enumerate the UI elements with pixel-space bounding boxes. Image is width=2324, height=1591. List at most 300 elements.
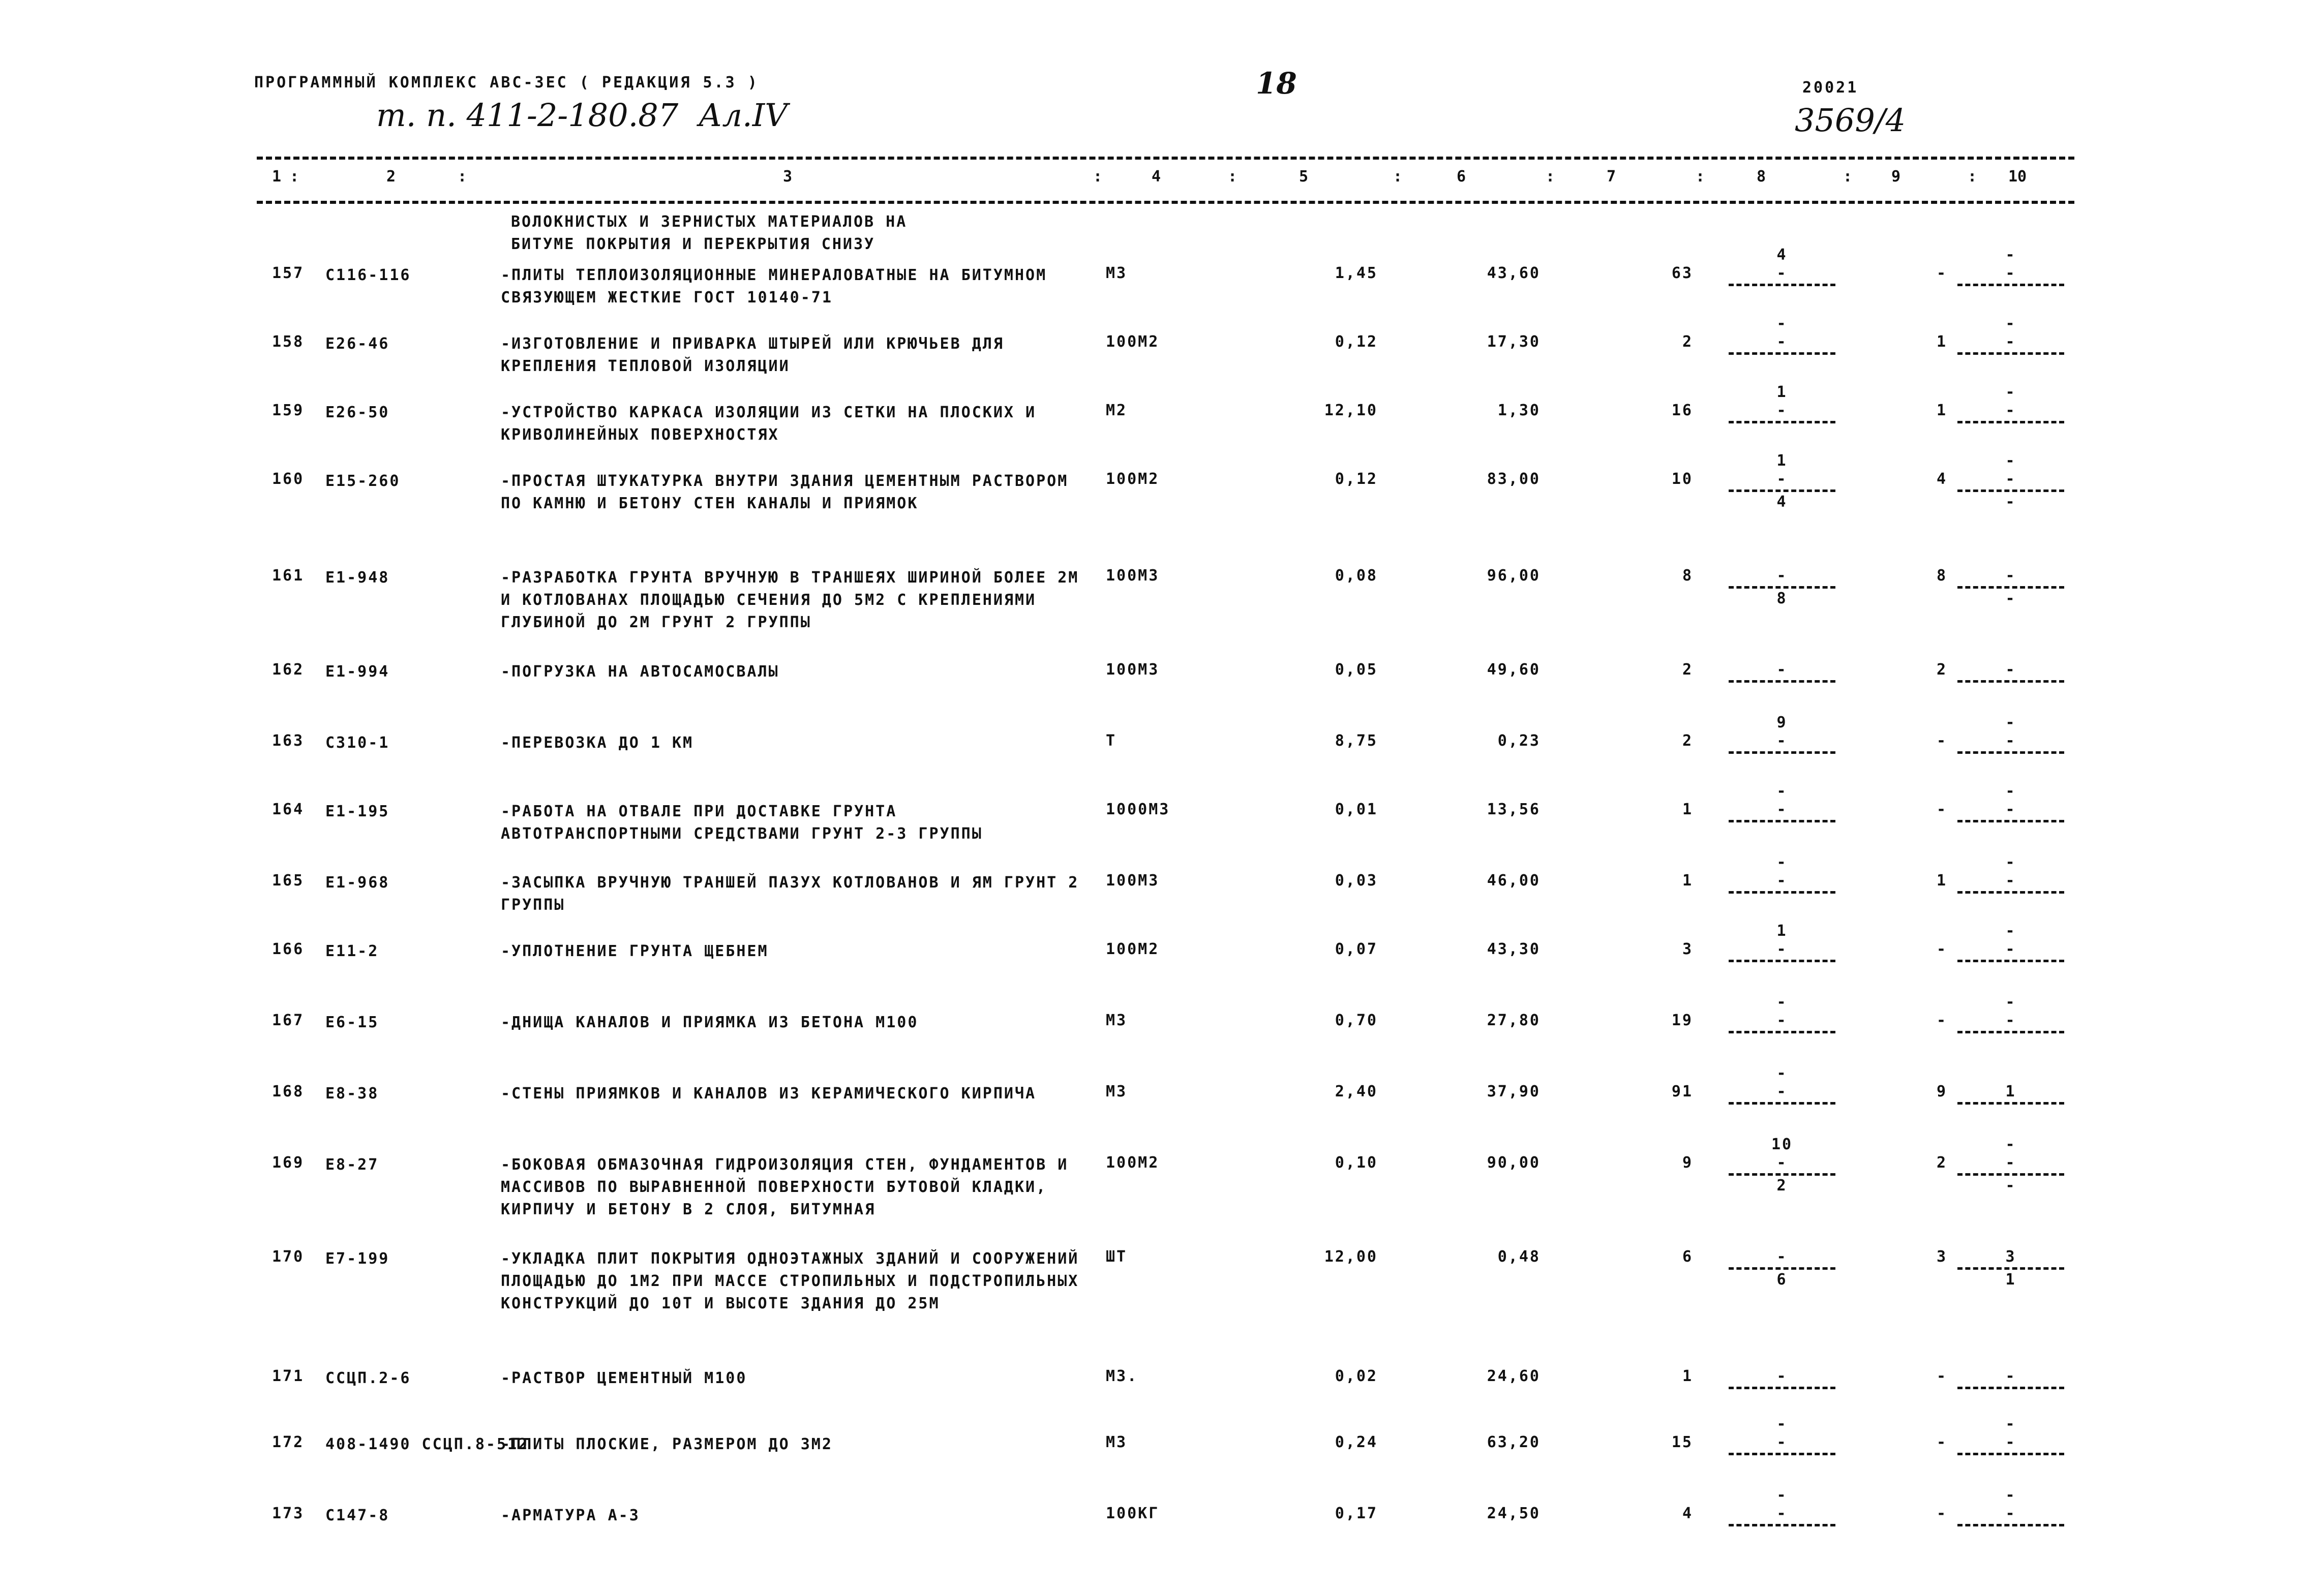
column-8-rule xyxy=(1729,586,1835,589)
column-10-rule xyxy=(1957,960,2064,962)
column-10 xyxy=(1952,383,2069,443)
column-10-value: - xyxy=(2005,1433,2016,1451)
column-10 xyxy=(1952,1349,2069,1409)
rate-code: Е8-38 xyxy=(325,1085,379,1103)
column-10-fraction xyxy=(1952,1064,2069,1124)
column-10-value: 3 xyxy=(2005,1248,2016,1266)
unit: М3 xyxy=(1106,1012,1128,1029)
column-8-top: 1 xyxy=(1776,452,1788,470)
column-header-10: 10 xyxy=(2008,168,2027,186)
column-10-bottom xyxy=(1952,895,2069,913)
column-10 xyxy=(1952,642,2069,702)
document-code: 20021 xyxy=(1802,79,1859,97)
column-8-rule xyxy=(1729,421,1835,423)
column-8-value: - xyxy=(1776,333,1788,351)
total-cost: 91 xyxy=(1671,1083,1693,1100)
column-8-value: - xyxy=(1776,732,1788,750)
column-10-value: - xyxy=(2005,264,2016,282)
column-10-bottom xyxy=(1952,963,2069,982)
column-8-top: - xyxy=(1776,853,1788,871)
intro-line: ВОЛОКНИСТЫХ И ЗЕРНИСТЫХ МАТЕРИАЛОВ НА xyxy=(511,213,908,231)
row-number: 157 xyxy=(272,264,305,282)
program-title: ПРОГРАММНЫЙ КОМПЛЕКС АВС-ЗЕС ( РЕДАКЦИЯ 5.3 ) xyxy=(254,74,759,91)
column-10-rule xyxy=(1957,284,2064,286)
column-8 xyxy=(1724,452,1840,511)
column-10-value: - xyxy=(2005,661,2016,679)
quantity: 0,12 xyxy=(1335,470,1378,488)
column-9: - xyxy=(1936,801,1947,818)
column-10-bottom: - xyxy=(2005,590,2016,607)
unit: 1000М3 xyxy=(1106,801,1170,818)
column-8-bottom xyxy=(1724,1456,1840,1475)
column-header-3: 3 xyxy=(783,168,793,186)
column-8 xyxy=(1724,1415,1840,1475)
total-cost: 16 xyxy=(1671,402,1693,419)
column-8-bottom xyxy=(1724,1527,1840,1546)
row-number: 173 xyxy=(272,1505,305,1522)
column-8-rule xyxy=(1729,1387,1835,1389)
unit: М3 xyxy=(1106,1433,1128,1451)
column-8-fraction xyxy=(1724,246,1840,305)
column-8-fraction xyxy=(1724,853,1840,913)
column-8 xyxy=(1724,1064,1840,1124)
column-9: 1 xyxy=(1936,402,1947,419)
quantity: 12,10 xyxy=(1324,402,1378,419)
column-10-top: - xyxy=(2005,452,2016,470)
column-10-bottom xyxy=(1952,424,2069,443)
column-10-top: - xyxy=(2005,922,2016,940)
unit: М2 xyxy=(1106,402,1128,419)
column-10-top: - xyxy=(2005,1415,2016,1433)
header-rule-top xyxy=(257,157,2074,160)
column-10-bottom xyxy=(1952,287,2069,305)
total-cost: 1 xyxy=(1682,1367,1693,1385)
unit: 100М2 xyxy=(1106,1154,1160,1172)
column-8 xyxy=(1724,1230,1840,1289)
column-8-top xyxy=(1724,1230,1840,1248)
column-10-fraction xyxy=(1952,452,2069,511)
rate-code: Е1-968 xyxy=(325,874,390,892)
column-8-value: - xyxy=(1776,1505,1788,1522)
row-number: 168 xyxy=(272,1083,305,1100)
unit: 100М2 xyxy=(1106,940,1160,958)
total-cost: 6 xyxy=(1682,1248,1693,1266)
project-designation: т. п. 411-2-180.87 Ал.IV xyxy=(376,97,788,134)
column-10-rule xyxy=(1957,1524,2064,1526)
column-8-value: - xyxy=(1776,1154,1788,1172)
column-10-fraction xyxy=(1952,714,2069,773)
column-8-value: - xyxy=(1776,1012,1788,1029)
total-cost: 4 xyxy=(1682,1505,1693,1522)
column-9: 2 xyxy=(1936,1154,1947,1172)
column-8 xyxy=(1724,714,1840,773)
column-10-rule xyxy=(1957,586,2064,589)
unit: 100М2 xyxy=(1106,333,1160,351)
column-10-fraction xyxy=(1952,642,2069,702)
column-10-bottom xyxy=(1952,356,2069,374)
column-10 xyxy=(1952,315,2069,374)
column-9: - xyxy=(1936,940,1947,958)
column-header-4: 4 xyxy=(1152,168,1161,186)
quantity: 0,24 xyxy=(1335,1433,1378,1451)
column-9: 3 xyxy=(1936,1248,1947,1266)
column-10-bottom xyxy=(1952,755,2069,773)
column-8-bottom xyxy=(1724,356,1840,374)
row-number: 170 xyxy=(272,1248,305,1266)
column-10 xyxy=(1952,1136,2069,1195)
quantity: 0,12 xyxy=(1335,333,1378,351)
column-10-value: - xyxy=(2005,333,2016,351)
quantity: 0,02 xyxy=(1335,1367,1378,1385)
column-8-fraction xyxy=(1724,1064,1840,1124)
column-8-value: - xyxy=(1776,1433,1788,1451)
column-8-fraction xyxy=(1724,714,1840,773)
work-description: -ИЗГОТОВЛЕНИЕ И ПРИВАРКА ШТЫРЕЙ ИЛИ КРЮЧЬЕВ ДЛЯ КРЕПЛЕНИЯ ТЕПЛОВОЙ ИЗОЛЯЦИИ xyxy=(501,335,1004,375)
row-number: 169 xyxy=(272,1154,305,1172)
column-8-top: 4 xyxy=(1776,246,1788,264)
work-description: -СТЕНЫ ПРИЯМКОВ И КАНАЛОВ ИЗ КЕРАМИЧЕСКОГО КИРПИЧА xyxy=(501,1085,1037,1103)
column-10-rule xyxy=(1957,1453,2064,1455)
unit-price: 63,20 xyxy=(1487,1433,1541,1451)
work-description: -ДНИЩА КАНАЛОВ И ПРИЯМКА ИЗ БЕТОНА М100 xyxy=(501,1014,919,1031)
work-description: -ПЛИТЫ ТЕПЛОИЗОЛЯЦИОННЫЕ МИНЕРАЛОВАТНЫЕ НА БИТУМНОМ СВЯЗУЮЩЕМ ЖЕСТКИЕ ГОСТ 10140-71 xyxy=(501,266,1047,307)
column-10-bottom xyxy=(1952,684,2069,702)
column-10-fraction xyxy=(1952,922,2069,982)
quantity: 12,00 xyxy=(1324,1248,1378,1266)
column-10-value: - xyxy=(2005,872,2016,890)
rate-code: Е11-2 xyxy=(325,942,379,960)
row-number: 171 xyxy=(272,1367,305,1385)
row-number: 165 xyxy=(272,872,305,890)
rate-code: Е8-27 xyxy=(325,1156,379,1174)
column-10-fraction xyxy=(1952,315,2069,374)
quantity: 0,05 xyxy=(1335,661,1378,679)
column-10-top: - xyxy=(2005,246,2016,264)
column-10-rule xyxy=(1957,421,2064,423)
column-8-bottom xyxy=(1724,684,1840,702)
column-10-top xyxy=(1952,548,2069,567)
column-8-fraction xyxy=(1724,1349,1840,1409)
column-8-value: - xyxy=(1776,1367,1788,1385)
column-8-top: - xyxy=(1776,1415,1788,1433)
rate-code: Е1-948 xyxy=(325,569,390,587)
row-number: 159 xyxy=(272,402,305,419)
quantity: 0,01 xyxy=(1335,801,1378,818)
column-10 xyxy=(1952,922,2069,982)
unit-price: 37,90 xyxy=(1487,1083,1541,1100)
column-10-rule xyxy=(1957,1173,2064,1176)
column-10-top: - xyxy=(2005,714,2016,731)
rate-code: 408-1490 ССЦП.8-512 xyxy=(325,1435,529,1453)
column-10-value: - xyxy=(2005,1505,2016,1522)
column-8-top xyxy=(1724,548,1840,567)
column-10-fraction xyxy=(1952,548,2069,608)
column-8-fraction xyxy=(1724,548,1840,608)
quantity: 0,17 xyxy=(1335,1505,1378,1522)
total-cost: 1 xyxy=(1682,801,1693,818)
quantity: 0,03 xyxy=(1335,872,1378,890)
column-8-rule xyxy=(1729,751,1835,754)
unit-price: 27,80 xyxy=(1487,1012,1541,1029)
column-10-value: - xyxy=(2005,470,2016,488)
column-8-top: - xyxy=(1776,315,1788,332)
column-8-fraction xyxy=(1724,452,1840,511)
column-10 xyxy=(1952,853,2069,913)
column-10-top xyxy=(1952,1064,2069,1083)
rate-code: С147-8 xyxy=(325,1507,390,1524)
column-10-bottom xyxy=(1952,823,2069,842)
column-9: - xyxy=(1936,1367,1947,1385)
column-header-7: 7 xyxy=(1607,168,1616,186)
column-8-bottom xyxy=(1724,823,1840,842)
column-8-top: 1 xyxy=(1776,922,1788,940)
column-8-value: - xyxy=(1776,264,1788,282)
column-8-fraction xyxy=(1724,1230,1840,1289)
column-8-top: - xyxy=(1776,993,1788,1011)
column-10-bottom xyxy=(1952,1527,2069,1546)
column-10-bottom: 1 xyxy=(2005,1271,2016,1289)
column-8-rule xyxy=(1729,1453,1835,1455)
quantity: 1,45 xyxy=(1335,264,1378,282)
column-8-bottom xyxy=(1724,755,1840,773)
column-9: 1 xyxy=(1936,333,1947,351)
column-10-bottom: - xyxy=(2005,493,2016,511)
column-8-fraction xyxy=(1724,922,1840,982)
header-rule-bottom xyxy=(257,201,2074,204)
column-9: - xyxy=(1936,732,1947,750)
unit-price: 24,60 xyxy=(1487,1367,1541,1385)
column-8-fraction xyxy=(1724,1136,1840,1195)
column-10 xyxy=(1952,1230,2069,1289)
column-8-top: - xyxy=(1776,1486,1788,1504)
column-10-bottom xyxy=(1952,1034,2069,1053)
work-description: -УСТРОЙСТВО КАРКАСА ИЗОЛЯЦИИ ИЗ СЕТКИ НА ПЛОСКИХ И КРИВОЛИНЕЙНЫХ ПОВЕРХНОСТЯХ xyxy=(501,404,1037,444)
quantity: 2,40 xyxy=(1335,1083,1378,1100)
column-8-value: - xyxy=(1776,661,1788,679)
column-8-top: - xyxy=(1776,782,1788,800)
column-10-bottom: - xyxy=(2005,1177,2016,1195)
page-number: 18 xyxy=(1256,66,1297,101)
column-10 xyxy=(1952,1486,2069,1546)
quantity: 0,70 xyxy=(1335,1012,1378,1029)
column-10-top xyxy=(1952,642,2069,661)
column-10-top: - xyxy=(2005,1486,2016,1504)
column-8-rule xyxy=(1729,680,1835,683)
work-description: -РАЗРАБОТКА ГРУНТА ВРУЧНУЮ В ТРАНШЕЯХ ШИРИНОЙ БОЛЕЕ 2М И КОТЛОВАНАХ ПЛОЩАДЬЮ СЕЧЕНИЯ ДО 5М2 С КРЕПЛЕНИЯМИ ГЛУБИНОЙ ДО 2М ГРУНТ 2 ГРУППЫ xyxy=(501,569,1079,631)
row-number: 172 xyxy=(272,1433,305,1451)
column-10-top xyxy=(1952,1349,2069,1367)
unit: М3. xyxy=(1106,1367,1138,1385)
rate-code: Е6-15 xyxy=(325,1014,379,1031)
total-cost: 15 xyxy=(1671,1433,1693,1451)
column-8-fraction xyxy=(1724,642,1840,702)
column-8 xyxy=(1724,1136,1840,1195)
column-9: 9 xyxy=(1936,1083,1947,1100)
unit: 100М3 xyxy=(1106,661,1160,679)
intro-line: БИТУМЕ ПОКРЫТИЯ И ПЕРЕКРЫТИЯ СНИЗУ xyxy=(511,235,876,253)
column-10-fraction xyxy=(1952,1415,2069,1475)
column-10-value: - xyxy=(2005,801,2016,818)
column-8 xyxy=(1724,383,1840,443)
column-8-top: - xyxy=(1776,1064,1788,1082)
column-10-rule xyxy=(1957,1031,2064,1033)
column-8-rule xyxy=(1729,891,1835,894)
column-10 xyxy=(1952,1064,2069,1124)
column-10-rule xyxy=(1957,820,2064,822)
column-8-rule xyxy=(1729,1267,1835,1270)
column-8 xyxy=(1724,246,1840,305)
total-cost: 2 xyxy=(1682,732,1693,750)
column-8-bottom xyxy=(1724,1034,1840,1053)
work-description: -ПОГРУЗКА НА АВТОСАМОСВАЛЫ xyxy=(501,663,779,681)
column-8-value: - xyxy=(1776,872,1788,890)
rate-code: Е15-260 xyxy=(325,472,401,490)
unit: 100М2 xyxy=(1106,470,1160,488)
total-cost: 19 xyxy=(1671,1012,1693,1029)
column-header-8: 8 xyxy=(1757,168,1766,186)
column-10-top: - xyxy=(2005,315,2016,332)
column-10-bottom xyxy=(1952,1106,2069,1124)
unit-price: 49,60 xyxy=(1487,661,1541,679)
work-description: -ПЕРЕВОЗКА ДО 1 КМ xyxy=(501,734,694,752)
column-8-fraction xyxy=(1724,1415,1840,1475)
column-8-top xyxy=(1724,1349,1840,1367)
column-9: 2 xyxy=(1936,661,1947,679)
column-8 xyxy=(1724,782,1840,842)
column-10-fraction xyxy=(1952,853,2069,913)
column-10-fraction xyxy=(1952,383,2069,443)
column-8-rule xyxy=(1729,820,1835,822)
column-10-rule xyxy=(1957,891,2064,894)
column-10-rule xyxy=(1957,1267,2064,1270)
unit-price: 17,30 xyxy=(1487,333,1541,351)
column-10 xyxy=(1952,714,2069,773)
quantity: 0,07 xyxy=(1335,940,1378,958)
row-number: 161 xyxy=(272,567,305,585)
column-8-bottom xyxy=(1724,1390,1840,1409)
column-8-value: - xyxy=(1776,1248,1788,1266)
column-8-rule xyxy=(1729,1173,1835,1176)
column-9: - xyxy=(1936,1433,1947,1451)
column-8-value: - xyxy=(1776,470,1788,488)
column-10-bottom xyxy=(1952,1456,2069,1475)
column-10-value: - xyxy=(2005,1154,2016,1172)
column-header-6: 6 xyxy=(1457,168,1466,186)
intro-text xyxy=(511,211,907,256)
column-10-value: - xyxy=(2005,732,2016,750)
column-10-rule xyxy=(1957,489,2064,492)
column-9: 8 xyxy=(1936,567,1947,585)
row-number: 163 xyxy=(272,732,305,750)
column-8-bottom: 6 xyxy=(1776,1271,1788,1289)
column-8-value: - xyxy=(1776,940,1788,958)
column-10-top: - xyxy=(2005,993,2016,1011)
column-8-value: - xyxy=(1776,801,1788,818)
column-10-fraction xyxy=(1952,246,2069,305)
column-10 xyxy=(1952,782,2069,842)
work-description: -ПРОСТАЯ ШТУКАТУРКА ВНУТРИ ЗДАНИЯ ЦЕМЕНТНЫМ РАСТВОРОМ ПО КАМНЮ И БЕТОНУ СТЕН КАНАЛЫ И ПРИЯМОК xyxy=(501,472,1069,512)
work-description: -УПЛОТНЕНИЕ ГРУНТА ЩЕБНЕМ xyxy=(501,942,769,960)
total-cost: 3 xyxy=(1682,940,1693,958)
work-description: -УКЛАДКА ПЛИТ ПОКРЫТИЯ ОДНОЭТАЖНЫХ ЗДАНИЙ И СООРУЖЕНИЙ ПЛОЩАДЬЮ ДО 1М2 ПРИ МАССЕ СТРОПИЛЬНЫХ И ПОДСТРОПИЛЬНЫХ КОНСТРУКЦИЙ ДО 10Т И ВЫСОТЕ ЗДАНИЯ ДО 25М xyxy=(501,1250,1079,1312)
column-9: - xyxy=(1936,1012,1947,1029)
column-10-fraction xyxy=(1952,782,2069,842)
rate-code: Е1-994 xyxy=(325,663,390,681)
rate-code: Е1-195 xyxy=(325,803,390,820)
column-8-bottom: 8 xyxy=(1776,590,1788,607)
column-8-bottom xyxy=(1724,895,1840,913)
unit: Т xyxy=(1106,732,1117,750)
column-8-rule xyxy=(1729,284,1835,286)
column-10-fraction xyxy=(1952,1230,2069,1289)
column-8-bottom xyxy=(1724,963,1840,982)
column-8 xyxy=(1724,922,1840,982)
total-cost: 8 xyxy=(1682,567,1693,585)
unit-price: 13,56 xyxy=(1487,801,1541,818)
column-8-rule xyxy=(1729,1031,1835,1033)
sheet-number: 3569/4 xyxy=(1795,102,1906,139)
unit-price: 43,30 xyxy=(1487,940,1541,958)
column-8-value: - xyxy=(1776,567,1788,585)
unit: ШТ xyxy=(1106,1248,1128,1266)
column-10-fraction xyxy=(1952,993,2069,1053)
column-10 xyxy=(1952,452,2069,511)
column-header-2: 2 xyxy=(386,168,396,186)
unit-price: 0,48 xyxy=(1497,1248,1541,1266)
work-description: -ЗАСЫПКА ВРУЧНУЮ ТРАНШЕЙ ПАЗУХ КОТЛОВАНОВ И ЯМ ГРУНТ 2 ГРУППЫ xyxy=(501,874,1079,914)
row-number: 160 xyxy=(272,470,305,488)
work-description: -АРМАТУРА А-3 xyxy=(501,1507,640,1524)
column-8-value: - xyxy=(1776,402,1788,419)
rate-code: Е26-46 xyxy=(325,335,390,353)
column-10-rule xyxy=(1957,680,2064,683)
column-10-top: - xyxy=(2005,853,2016,871)
rate-code: ССЦП.2-6 xyxy=(325,1369,411,1387)
column-header-9: 9 xyxy=(1891,168,1901,186)
column-10-value: - xyxy=(2005,1367,2016,1385)
work-description: -РАБОТА НА ОТВАЛЕ ПРИ ДОСТАВКЕ ГРУНТА АВТОТРАНСПОРТНЫМИ СРЕДСТВАМИ ГРУНТ 2-3 ГРУППЫ xyxy=(501,803,983,843)
column-10-value: - xyxy=(2005,940,2016,958)
unit-price: 96,00 xyxy=(1487,567,1541,585)
column-10-rule xyxy=(1957,1102,2064,1105)
column-8 xyxy=(1724,993,1840,1053)
unit-price: 46,00 xyxy=(1487,872,1541,890)
column-9: 4 xyxy=(1936,470,1947,488)
column-10-fraction xyxy=(1952,1349,2069,1409)
column-9: - xyxy=(1936,264,1947,282)
column-10-rule xyxy=(1957,1387,2064,1389)
column-8 xyxy=(1724,548,1840,608)
column-8-bottom xyxy=(1724,1106,1840,1124)
column-10-top: - xyxy=(2005,1136,2016,1153)
column-8-rule xyxy=(1729,352,1835,355)
unit-price: 0,23 xyxy=(1497,732,1541,750)
quantity: 0,08 xyxy=(1335,567,1378,585)
column-10-fraction xyxy=(1952,1136,2069,1195)
unit-price: 24,50 xyxy=(1487,1505,1541,1522)
unit: М3 xyxy=(1106,1083,1128,1100)
total-cost: 2 xyxy=(1682,333,1693,351)
quantity: 0,10 xyxy=(1335,1154,1378,1172)
column-10-fraction xyxy=(1952,1486,2069,1546)
total-cost: 63 xyxy=(1671,264,1693,282)
column-10 xyxy=(1952,993,2069,1053)
column-8 xyxy=(1724,1349,1840,1409)
total-cost: 1 xyxy=(1682,872,1693,890)
unit: 100КГ xyxy=(1106,1505,1160,1522)
total-cost: 10 xyxy=(1671,470,1693,488)
column-8 xyxy=(1724,315,1840,374)
